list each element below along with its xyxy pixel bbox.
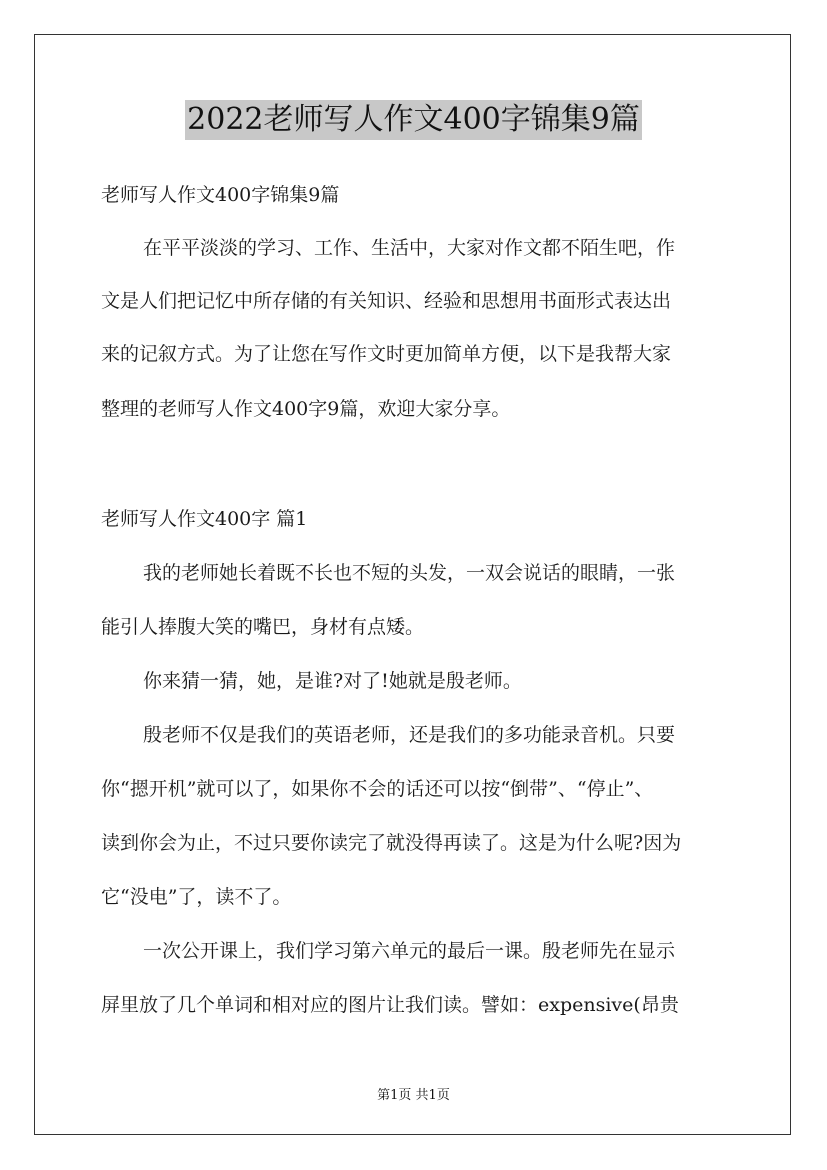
body-line: 我的老师她长着既不长也不短的头发，一双会说话的眼睛，一张	[143, 562, 676, 584]
body-line: 能引人捧腹大笑的嘴巴，身材有点矮。	[101, 616, 425, 638]
intro-line: 整理的老师写人作文400字9篇，欢迎大家分享。	[101, 398, 511, 420]
subtitle: 老师写人作文400字锦集9篇	[101, 184, 340, 206]
body-line: 它“没电”了，读不了。	[101, 886, 292, 908]
document-title: 2022老师写人作文400字锦集9篇	[185, 100, 642, 140]
title-container	[0, 100, 827, 140]
body-line: 一次公开课上，我们学习第六单元的最后一课。殷老师先在显示	[143, 940, 676, 962]
intro-line: 来的记叙方式。为了让您在写作文时更加简单方便，以下是我帮大家	[101, 343, 672, 365]
body-line: 屏里放了几个单词和相对应的图片让我们读。譬如：expensive(昂贵	[101, 994, 679, 1016]
body-line: 你“摁开机”就可以了，如果你不会的话还可以按“倒带”、“停止”、	[101, 778, 654, 800]
body-line: 读到你会为止，不过只要你读完了就没得再读了。这是为什么呢?因为	[101, 832, 682, 854]
section-heading: 老师写人作文400字 篇1	[101, 508, 308, 530]
page-footer: 第1页 共1页	[377, 1088, 450, 1103]
body-line: 殷老师不仅是我们的英语老师，还是我们的多功能录音机。只要	[143, 724, 676, 746]
intro-line: 文是人们把记忆中所存储的有关知识、经验和思想用书面形式表达出	[101, 290, 672, 312]
intro-line: 在平平淡淡的学习、工作、生活中，大家对作文都不陌生吧，作	[143, 237, 676, 259]
body-line: 你来猜一猜，她，是谁?对了!她就是殷老师。	[143, 670, 522, 692]
